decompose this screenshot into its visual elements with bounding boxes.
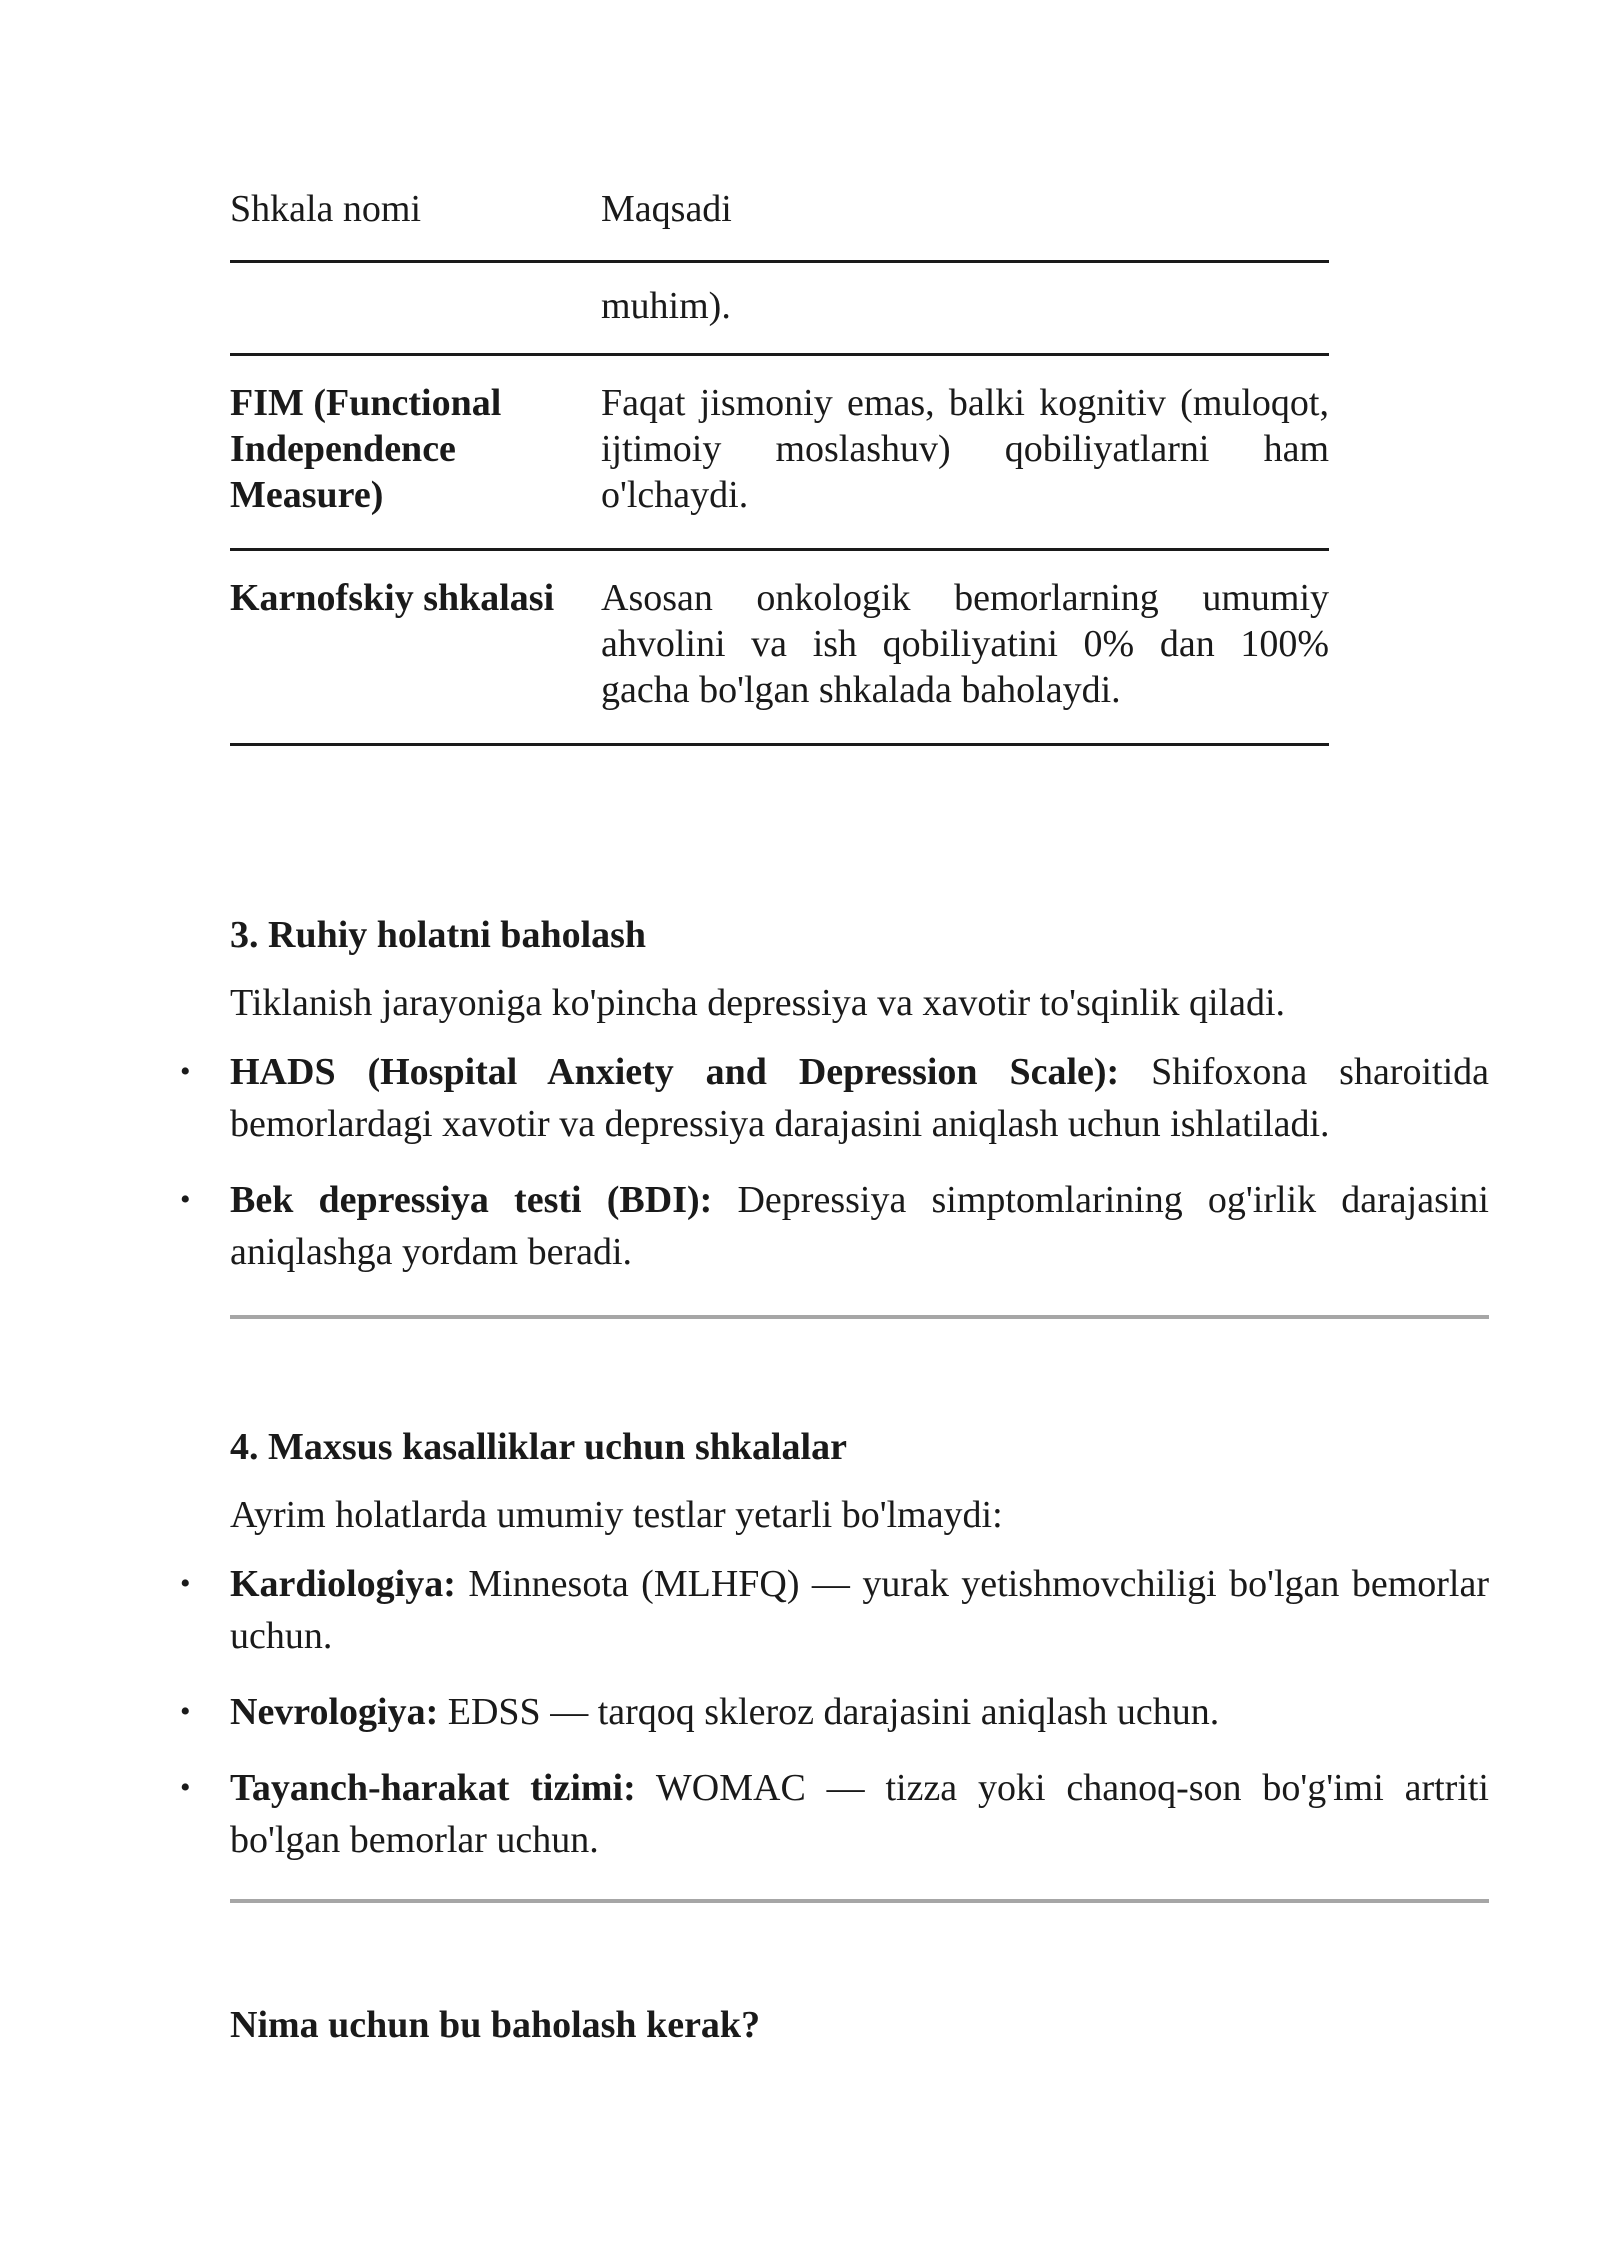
section-heading: 3. Ruhiy holatni baholash bbox=[230, 914, 647, 956]
list-item bbox=[230, 1046, 1489, 1150]
list-item-text: WOMAC — tizza yoki chanoq-son bo'g'imi artriti bo'lgan bemorlar uchun. bbox=[230, 1767, 1489, 1861]
list-item-text: Minnesota (MLHFQ) — yurak yetishmovchiligi bo'lgan bemorlar uchun. bbox=[230, 1563, 1489, 1657]
row-scale-name: Karnofskiy shkalasi bbox=[230, 577, 555, 619]
header-scale-name: Shkala nomi bbox=[230, 188, 422, 230]
section-heading: Nima uchun bu baholash kerak? bbox=[230, 2004, 761, 2046]
list-item-text: EDSS — tarqoq skleroz darajasini aniqlash uchun. bbox=[438, 1691, 1220, 1733]
list-item-term: Kardiologiya: bbox=[230, 1563, 456, 1605]
bullet-list bbox=[230, 1046, 1489, 1278]
section-why-assessment bbox=[230, 2002, 1489, 2048]
scales-table bbox=[230, 178, 1329, 746]
row-scale-name bbox=[230, 262, 601, 355]
table-row bbox=[230, 262, 1329, 355]
header-purpose: Maqsadi bbox=[601, 188, 732, 230]
row-purpose: Faqat jismoniy emas, balki kognitiv (muloqot, ijtimoiy moslashuv) qobiliyatlarni ham o'lchaydi. bbox=[601, 382, 1329, 516]
list-item-term: Bek depressiya testi (BDI): bbox=[230, 1179, 713, 1221]
horizontal-divider bbox=[230, 1315, 1489, 1319]
horizontal-divider bbox=[230, 1899, 1489, 1903]
list-item bbox=[230, 1174, 1489, 1278]
table-header-row bbox=[230, 178, 1329, 262]
row-purpose: muhim). bbox=[601, 285, 731, 327]
bullet-list bbox=[230, 1558, 1489, 1866]
section-intro: Tiklanish jarayoniga ko'pincha depressiya va xavotir to'sqinlik qiladi. bbox=[230, 982, 1286, 1024]
list-item bbox=[230, 1686, 1489, 1738]
list-item-term: Nevrologiya: bbox=[230, 1691, 439, 1733]
section-heading: 4. Maxsus kasalliklar uchun shkalalar bbox=[230, 1426, 847, 1468]
list-item bbox=[230, 1558, 1489, 1662]
table-row bbox=[230, 550, 1329, 745]
section-mental-assessment bbox=[230, 912, 1489, 1278]
list-item-term: HADS (Hospital Anxiety and Depression Scale): bbox=[230, 1051, 1120, 1093]
row-purpose: Asosan onkologik bemorlarning umumiy ahvolini va ish qobiliyatini 0% dan 100% gacha bo'lgan shkalada baholaydi. bbox=[601, 577, 1329, 711]
list-item-text: Shifoxona sharoitida bemorlardagi xavotir va depressiya darajasini aniqlash uchun ishlatiladi. bbox=[230, 1051, 1490, 1145]
list-item bbox=[230, 1762, 1489, 1866]
list-item-term: Tayanch-harakat tizimi: bbox=[230, 1767, 636, 1809]
table-row bbox=[230, 355, 1329, 550]
section-disease-scales bbox=[230, 1424, 1489, 1866]
list-item-text: Depressiya simptomlarining og'irlik darajasini aniqlashga yordam beradi. bbox=[230, 1179, 1489, 1273]
row-scale-name: FIM (Functional Independence Measure) bbox=[230, 382, 502, 516]
section-intro: Ayrim holatlarda umumiy testlar yetarli bo'lmaydi: bbox=[230, 1494, 1003, 1536]
